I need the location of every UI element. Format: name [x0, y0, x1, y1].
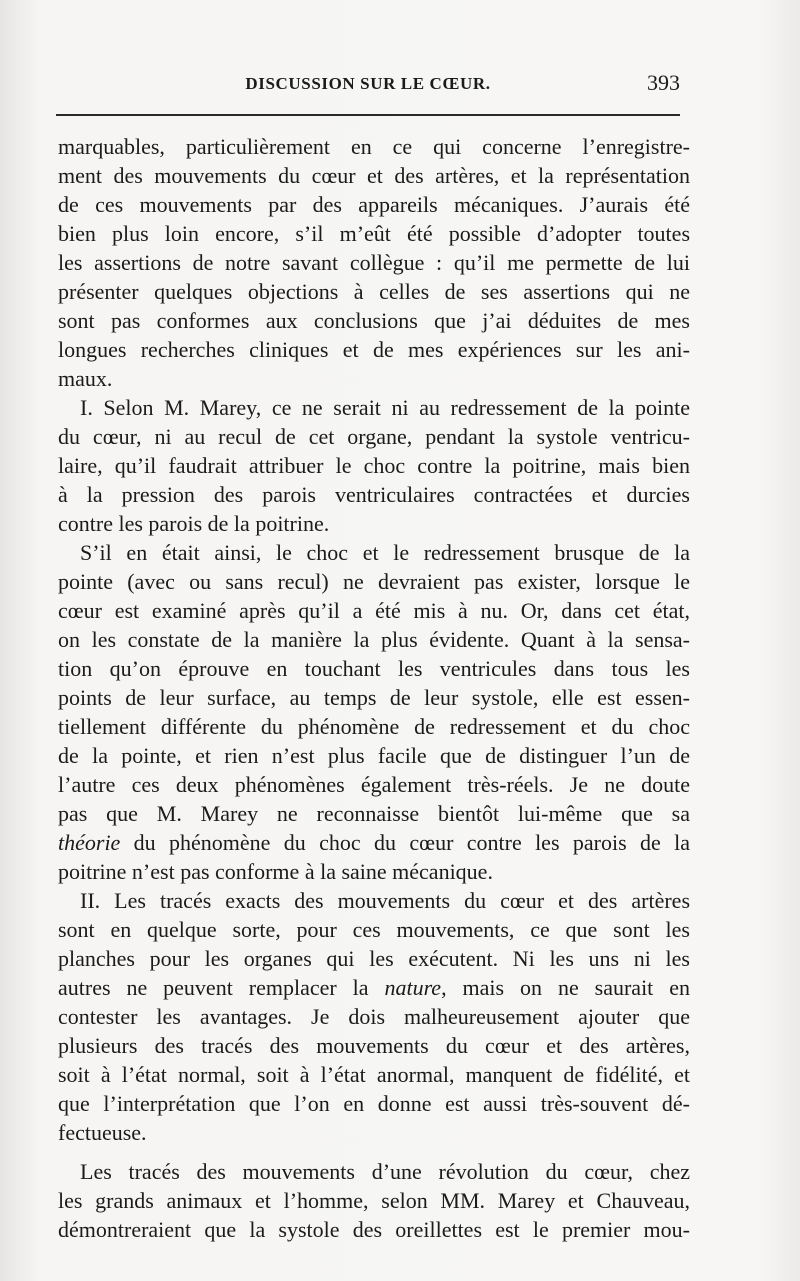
- text-line: I. Selon M. Marey, ce ne serait ni au redressement de la pointe: [80, 395, 690, 420]
- text-line: que l’interprétation que l’on en donne est aussi très-souvent dé-: [58, 1091, 690, 1116]
- text-line: soit à l’état normal, soit à l’état anormal, manquent de fidélité, et: [58, 1062, 690, 1087]
- text-span: du phénomène du choc du cœur contre les parois de la: [120, 830, 690, 855]
- text-line: marquables, particulièrement en ce qui concerne l’enregistre-: [58, 134, 690, 159]
- text-line: points de leur surface, au temps de leur systole, elle est essen-: [58, 685, 690, 710]
- text-line: maux.: [58, 366, 113, 391]
- running-title: DISCUSSION SUR LE CŒUR.: [245, 74, 491, 93]
- text-line: planches pour les organes qui les exécutent. Ni les uns ni les: [58, 946, 690, 971]
- text-line: pointe (avec ou sans recul) ne devraient pas exister, lorsque le: [58, 569, 690, 594]
- text-line: longues recherches cliniques et de mes expériences sur les ani-: [58, 337, 690, 362]
- italic-word: nature: [384, 975, 442, 1000]
- text-line: l’autre ces deux phénomènes également très-réels. Je ne doute: [58, 772, 690, 797]
- text-line: Les tracés des mouvements d’une révolution du cœur, chez: [80, 1159, 690, 1184]
- text-line: sont en quelque sorte, pour ces mouvements, ce que sont les: [58, 917, 690, 942]
- text-line: sont pas conformes aux conclusions que j’ai déduites de mes: [58, 308, 690, 333]
- text-span: , mais on ne saurait en: [441, 975, 690, 1000]
- body-text: [58, 132, 690, 1244]
- text-line: [58, 828, 690, 857]
- page-header: [56, 70, 680, 104]
- text-line: cœur est examiné après qu’il a été mis à nu. Or, dans cet état,: [58, 598, 690, 623]
- text-line: S’il en était ainsi, le choc et le redressement brusque de la: [80, 540, 690, 565]
- text-line: bien plus loin encore, s’il m’eût été possible d’adopter toutes: [58, 221, 690, 246]
- text-line: pas que M. Marey ne reconnaisse bientôt lui-même que sa: [58, 801, 690, 826]
- text-line: laire, qu’il faudrait attribuer le choc contre la poitrine, mais bien: [58, 453, 690, 478]
- text-line: poitrine n’est pas conforme à la saine mécanique.: [58, 859, 493, 884]
- page-number: 393: [647, 70, 680, 95]
- text-line: démontreraient que la systole des oreillettes est le premier mou-: [58, 1217, 690, 1242]
- italic-word: théorie: [58, 830, 121, 855]
- text-line: du cœur, ni au recul de cet organe, pendant la systole ventricu-: [58, 424, 690, 449]
- text-line: plusieurs des tracés des mouvements du cœur et des artères,: [58, 1033, 690, 1058]
- text-line: on les constate de la manière la plus évidente. Quant à la sensa-: [58, 627, 690, 652]
- text-line: fectueuse.: [58, 1120, 147, 1145]
- text-line: tiellement différente du phénomène de redressement et du choc: [58, 714, 690, 739]
- text-line: les grands animaux et l’homme, selon MM. Marey et Chauveau,: [58, 1188, 690, 1213]
- text-span: autres ne peuvent remplacer la: [58, 975, 385, 1000]
- text-line: de ces mouvements par des appareils mécaniques. J’aurais été: [58, 192, 690, 217]
- text-line: ment des mouvements du cœur et des artères, et la représentation: [58, 163, 690, 188]
- text-line: les assertions de notre savant collègue : qu’il me permette de lui: [58, 250, 690, 275]
- text-line: de la pointe, et rien n’est plus facile que de distinguer l’un de: [58, 743, 690, 768]
- text-line: présenter quelques objections à celles de ses assertions qui ne: [58, 279, 690, 304]
- text-line: à la pression des parois ventriculaires contractées et durcies: [58, 482, 690, 507]
- text-line: contester les avantages. Je dois malheureusement ajouter que: [58, 1004, 690, 1029]
- text-line: [58, 973, 690, 1002]
- text-line: II. Les tracés exacts des mouvements du cœur et des artères: [80, 888, 690, 913]
- text-line: tion qu’on éprouve en touchant les ventricules dans tous les: [58, 656, 690, 681]
- text-line: contre les parois de la poitrine.: [58, 511, 330, 536]
- header-rule: [56, 114, 680, 116]
